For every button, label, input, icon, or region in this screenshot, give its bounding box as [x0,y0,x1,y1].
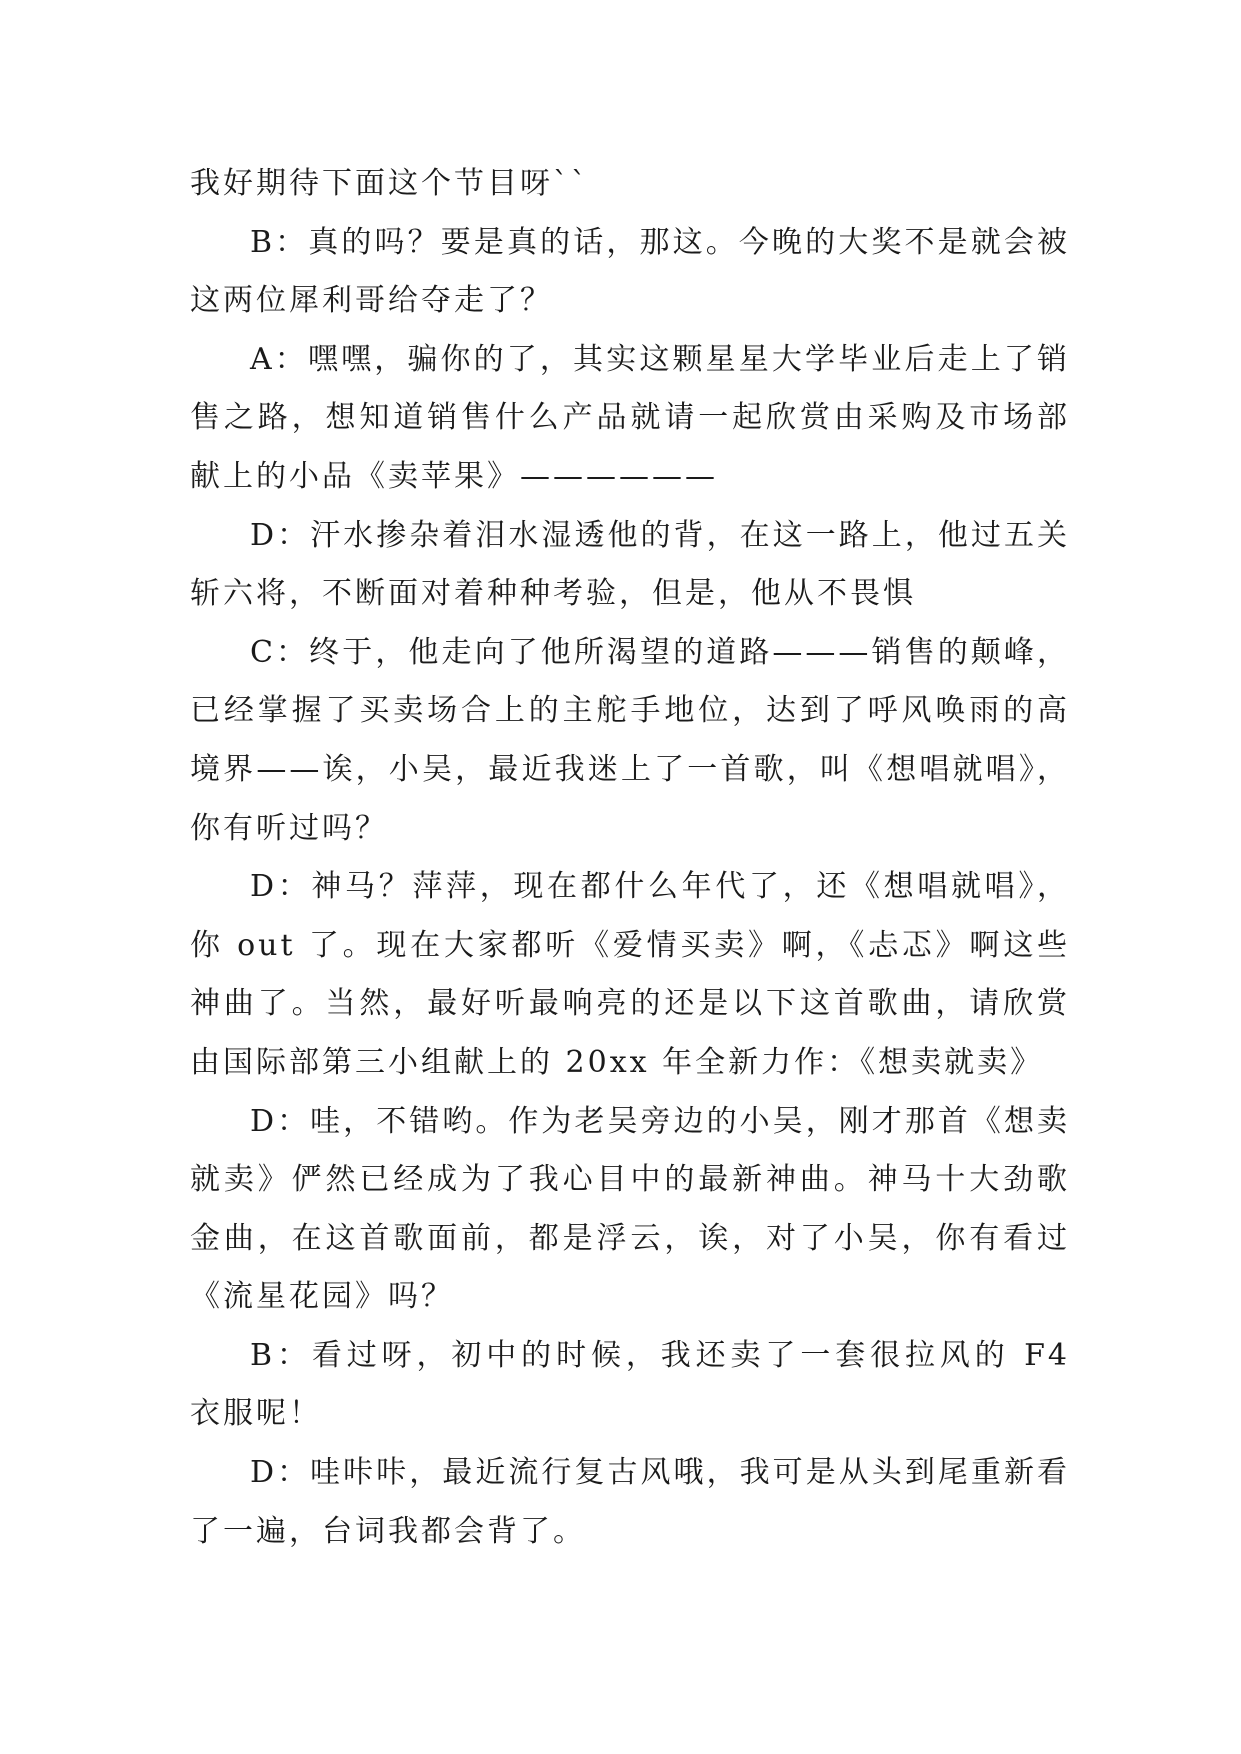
paragraph-2: B：真的吗？要是真的话，那这。今晚的大奖不是就会被这两位犀利哥给夺走了？ [190,224,1070,319]
paragraph-7: D：哇，不错哟。作为老吴旁边的小吴，刚才那首《想卖就卖》俨然已经成为了我心目中的最新神曲。神马十大劲歌金曲，在这首歌面前，都是浮云，诶，对了小吴，你有看过《流星花园》吗？ [190,1103,1070,1315]
paragraph-6: D：神马？萍萍，现在都什么年代了，还《想唱就唱》，你 out 了。现在大家都听《爱情买卖》啊，《忐忑》啊这些神曲了。当然，最好听最响亮的还是以下这首歌曲，请欣赏由国际部第三小组献上的 20xx 年全新力作：《想卖就卖》 [190,869,1070,1080]
paragraph-1: 我好期待下面这个节目呀`` [190,166,589,201]
paragraph-5: C：终于，他走向了他所渴望的道路———销售的颠峰，已经掌握了买卖场合上的主舵手地位，达到了呼风唤雨的高境界——诶，小吴，最近我迷上了一首歌，叫《想唱就唱》，你有听过吗？ [190,634,1070,846]
paragraph-3: A：嘿嘿，骗你的了，其实这颗星星大学毕业后走上了销售之路，想知道销售什么产品就请一起欣赏由采购及市场部献上的小品《卖苹果》—————— [190,341,1070,494]
document-body [190,155,1070,1561]
paragraph-8: B：看过呀，初中的时候，我还卖了一套很拉风的 F4 衣服呢！ [190,1337,1070,1432]
paragraph-4: D：汗水掺杂着泪水湿透他的背，在这一路上，他过五关斩六将，不断面对着种种考验，但是，他从不畏惧 [190,517,1070,612]
paragraph-9: D：哇咔咔，最近流行复古风哦，我可是从头到尾重新看了一遍，台词我都会背了。 [190,1455,1070,1549]
